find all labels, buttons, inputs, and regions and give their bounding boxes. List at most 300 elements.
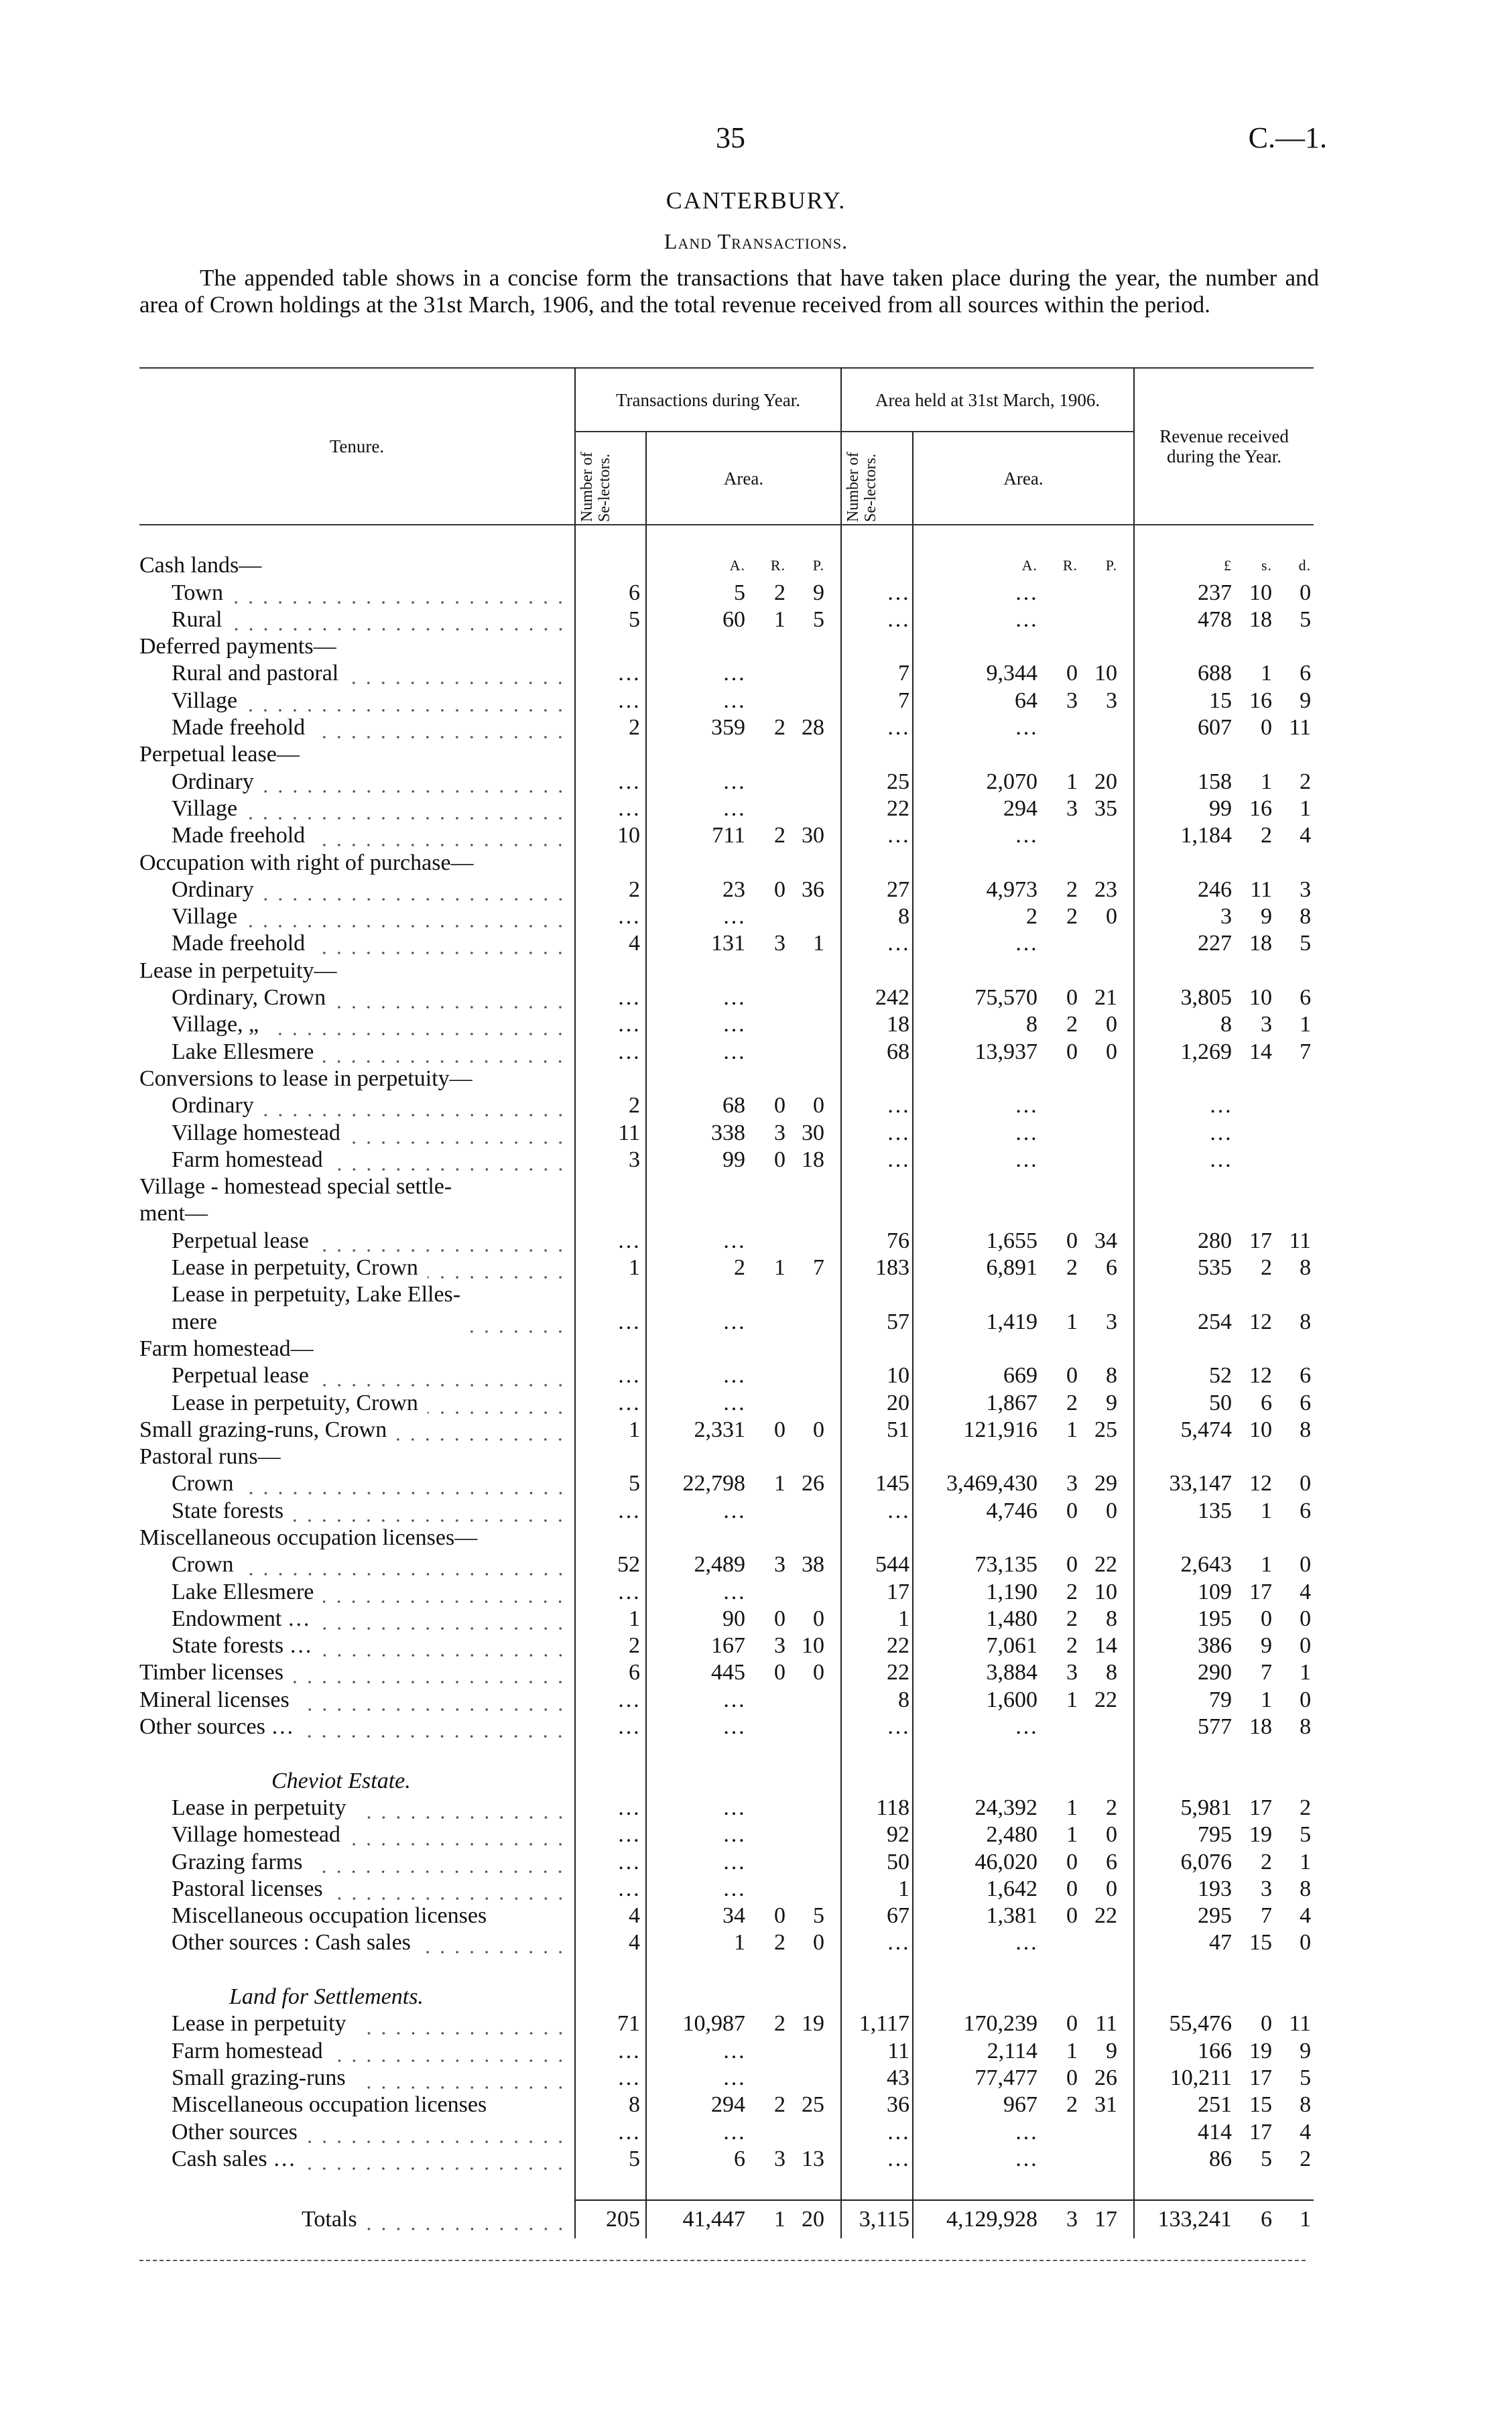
area-roods-held [1040, 2146, 1080, 2173]
area-acres-transactions [646, 741, 748, 768]
selectors-transactions: … [575, 795, 646, 822]
area-acres-transactions: 6 [646, 2146, 748, 2173]
area-roods-transactions: 1 [774, 1471, 785, 1496]
revenue-pounds: 6,076 [1134, 1849, 1235, 1876]
area-acres-transactions: 34 [646, 1903, 748, 1929]
area-perches-transactions [788, 958, 841, 984]
area-acres-held: 1,190 [913, 1579, 1040, 1606]
header-area-held: Area held at 31st March, 1906. [841, 368, 1134, 432]
tenure-cell [139, 1498, 575, 1525]
area-perches-transactions [788, 688, 841, 714]
area-acres-transactions: 167 [646, 1633, 748, 1659]
selectors-held: 11 [841, 2038, 913, 2065]
area-roods-held: 2 [1066, 904, 1078, 930]
document-reference: C.—1. [1248, 121, 1327, 154]
revenue-pence: 6 [1300, 1498, 1312, 1523]
area-roods-transactions [748, 741, 788, 768]
selectors-held: 76 [841, 1228, 913, 1255]
tenure-label: Lease in perpetuity, Crown [172, 1390, 418, 1415]
tenure-cell [139, 1821, 575, 1848]
area-acres-transactions: 1 [646, 1929, 748, 1956]
leader-dots [470, 1309, 568, 1336]
table-row [139, 660, 1314, 687]
revenue-shillings [1235, 1444, 1275, 1470]
selectors-transactions [575, 1444, 646, 1470]
area-roods-transactions [748, 1957, 788, 1984]
selectors-cell [841, 552, 913, 579]
revenue-shillings: 18 [1249, 1714, 1273, 1740]
revenue-pence: 11 [1289, 2011, 1312, 2037]
table-row [139, 1011, 1314, 1038]
table-row [139, 769, 1314, 795]
revenue-shillings: 10 [1249, 985, 1273, 1011]
leader-dots [307, 2119, 568, 2146]
selectors-held: 92 [841, 1821, 913, 1848]
selectors-transactions: … [575, 1281, 646, 1336]
revenue-pence: 1 [1300, 1660, 1312, 1685]
revenue-shillings [1235, 1336, 1275, 1362]
revenue-pence: 9 [1300, 688, 1312, 713]
area-perches-held [1080, 580, 1134, 606]
area-roods-held: 1 [1066, 1822, 1078, 1848]
area-acres-held: 73,135 [913, 1551, 1040, 1578]
tenure-cell [139, 958, 575, 984]
section-label: Cash lands— [139, 553, 262, 578]
revenue-pounds [1134, 2173, 1235, 2200]
revenue-pounds: 33,147 [1134, 1470, 1235, 1497]
area-acres-transactions [646, 1957, 748, 1984]
revenue-shillings: 16 [1249, 688, 1273, 713]
area-perches-transactions [788, 1039, 841, 1066]
selectors-held: 68 [841, 1039, 913, 1066]
tenure-label: Lease in perpetuity, Crown [172, 1255, 418, 1281]
revenue-shillings: 15 [1249, 1930, 1273, 1956]
section-label: Pastoral runs— [139, 1444, 281, 1470]
revenue-pounds: 135 [1134, 1498, 1235, 1525]
tenure-label: Timber licenses [139, 1660, 284, 1685]
leader-dots [247, 903, 568, 930]
selectors-held: 1 [841, 1606, 913, 1633]
area-perches-transactions: 9 [813, 580, 825, 605]
selectors-transactions [575, 1768, 646, 1795]
area-acres-held: … [913, 1714, 1040, 1740]
revenue-pounds: 2,643 [1134, 1551, 1235, 1578]
revenue-pence [1275, 1147, 1314, 1173]
area-perches-held [1080, 1173, 1134, 1228]
revenue-pence: 9 [1300, 2038, 1312, 2063]
area-acres-held [913, 850, 1040, 877]
area-acres-held: 77,477 [913, 2065, 1040, 2092]
area-acres-transactions: 294 [646, 2092, 748, 2118]
revenue-pence: 6 [1300, 661, 1312, 686]
label-cell [139, 1740, 575, 1767]
totals-label-text: Totals [302, 2206, 357, 2232]
revenue-pounds: 1,269 [1134, 1039, 1235, 1066]
area-perches-transactions [788, 2038, 841, 2065]
area-perches-transactions [788, 1498, 841, 1525]
selectors-transactions: 4 [575, 1903, 646, 1929]
selectors-transactions: 1 [575, 1606, 646, 1633]
area-roods-held [1040, 1120, 1080, 1147]
area-acres-transactions [646, 1336, 748, 1362]
revenue-pounds [1134, 633, 1235, 660]
tenure-label: Ordinary [172, 877, 254, 902]
selectors-held: 22 [841, 795, 913, 822]
selectors-held: … [841, 2119, 913, 2146]
tenure-cell [139, 1066, 575, 1092]
area-roods-transactions [748, 1039, 788, 1066]
area-roods-held [1040, 580, 1080, 606]
area-perches-transactions [788, 2065, 841, 2092]
selectors-held: 8 [841, 903, 913, 930]
revenue-pence [1275, 2173, 1314, 2200]
selectors-transactions [575, 1957, 646, 1984]
area-perches-transactions: 20 [788, 2200, 841, 2238]
area-acres-transactions: … [646, 1687, 748, 1714]
area-perches-transactions: 30 [802, 823, 825, 848]
area-acres-transactions: 2 [646, 1255, 748, 1281]
area-acres-held: 2,114 [913, 2038, 1040, 2065]
area-acres-held: 967 [913, 2092, 1040, 2118]
selectors-held: 20 [841, 1390, 913, 1417]
leader-dots [263, 1092, 568, 1119]
area-roods-transactions: 0 [774, 1093, 785, 1118]
tenure-cell [139, 2010, 575, 2037]
table-row [139, 2146, 1314, 2173]
selectors-transactions: 4 [575, 1929, 646, 1956]
area-perches-held [1080, 1768, 1134, 1795]
section-label: Conversions to lease in perpetuity— [139, 1066, 472, 1091]
area-roods-held: 0 [1066, 1363, 1078, 1389]
revenue-pence: 0 [1300, 1930, 1312, 1956]
revenue-shillings: 17 [1249, 1579, 1273, 1604]
area-perches-held: 35 [1094, 795, 1118, 821]
header-transactions: Transactions during Year. [575, 368, 841, 432]
area-perches-transactions [788, 1795, 841, 1821]
tenure-cell [139, 1336, 575, 1362]
revenue-shillings: 12 [1249, 1309, 1273, 1334]
area-perches-transactions [788, 1957, 841, 1984]
area-roods-transactions [748, 688, 788, 714]
area-roods-held [1040, 1740, 1080, 1767]
area-perches-transactions: 0 [813, 1093, 825, 1118]
area-perches-transactions [788, 1579, 841, 1606]
area-roods-transactions: 0 [774, 1147, 785, 1172]
revenue-pounds: 133,241 [1134, 2200, 1235, 2238]
area-roods-held [1040, 822, 1080, 849]
leader-dots [293, 1498, 568, 1525]
selectors-transactions: … [575, 1011, 646, 1038]
area-perches-transactions: 19 [802, 2011, 825, 2037]
area-acres-transactions: … [646, 1390, 748, 1417]
revenue-shillings: 9 [1261, 904, 1273, 930]
area-acres-transactions: … [646, 2038, 748, 2065]
area-acres-transactions: 22,798 [646, 1470, 748, 1497]
revenue-pounds [1134, 1768, 1235, 1795]
tenure-label: Village [172, 688, 238, 713]
area-acres-transactions [646, 1066, 748, 1092]
leader-dots [396, 1417, 568, 1444]
selectors-transactions: … [575, 1714, 646, 1740]
area-roods-transactions [748, 1362, 788, 1389]
area-roods-transactions: 3 [774, 1633, 785, 1659]
area-perches-held: 21 [1094, 985, 1118, 1011]
area-perches-held: 6 [1106, 1849, 1118, 1874]
table-row [139, 1551, 1314, 1578]
area-acres-transactions: … [646, 1849, 748, 1876]
area-perches-transactions [788, 850, 841, 877]
leader-dots [263, 769, 568, 795]
header-area-held-sub: Area. [913, 432, 1134, 525]
selectors-held: 145 [841, 1470, 913, 1497]
tenure-cell [139, 769, 575, 795]
selectors-held [841, 1768, 913, 1795]
selectors-transactions: … [575, 660, 646, 687]
revenue-shillings: 2 [1261, 1849, 1273, 1874]
revenue-shillings: 17 [1249, 2119, 1273, 2145]
area-acres-held [913, 1768, 1040, 1795]
section-row [139, 850, 1314, 877]
area-perches-transactions: 0 [813, 1417, 825, 1442]
area-perches-transactions [788, 1228, 841, 1255]
selectors-transactions: … [575, 2119, 646, 2146]
area-roods-transactions [748, 1525, 788, 1551]
revenue-pounds: 227 [1134, 930, 1235, 957]
area-acres-transactions [646, 958, 748, 984]
table-row [139, 580, 1314, 606]
table-row [139, 1228, 1314, 1255]
area-acres-transactions: … [646, 795, 748, 822]
area-acres-transactions: … [646, 2119, 748, 2146]
table-row [139, 1876, 1314, 1903]
revenue-pence [1275, 633, 1314, 660]
revenue-shillings: 1 [1261, 1552, 1273, 1578]
area-roods-held: 0 [1066, 985, 1078, 1011]
selectors-transactions: 52 [575, 1551, 646, 1578]
revenue-pounds: 166 [1134, 2038, 1235, 2065]
selectors-transactions [575, 633, 646, 660]
table-row [139, 877, 1314, 903]
area-roods-held: 1 [1066, 769, 1078, 794]
area-perches-transactions: 30 [802, 1120, 825, 1145]
area-acres-held [913, 1336, 1040, 1362]
area-acres-held [913, 958, 1040, 984]
area-acres-held: 1,600 [913, 1687, 1040, 1714]
revenue-pence: 6 [1300, 1363, 1312, 1389]
tenure-label: Lease in perpetuity [172, 2011, 346, 2037]
area-acres-transactions: … [646, 688, 748, 714]
table-row [139, 688, 1314, 714]
selectors-held: … [841, 930, 913, 957]
tenure-cell [139, 1795, 575, 1821]
area-roods-transactions [748, 1390, 788, 1417]
subheading-label: Land for Settlements. [229, 1984, 424, 2010]
tenure-cell [139, 822, 575, 849]
tenure-label: State forests … [172, 1633, 312, 1659]
area-acres-held: 3,884 [913, 1659, 1040, 1686]
revenue-pence: 0 [1300, 1471, 1312, 1496]
revenue-pence: 0 [1300, 580, 1312, 605]
table-row [139, 714, 1314, 741]
selectors-held: 22 [841, 1633, 913, 1659]
revenue-pence [1275, 1444, 1314, 1470]
tenure-label: Mineral licenses [139, 1687, 290, 1712]
tenure-cell [139, 1687, 575, 1714]
revenue-pounds: 295 [1134, 1903, 1235, 1929]
table-row [139, 606, 1314, 633]
area-acres-held: 13,937 [913, 1039, 1040, 1066]
area-acres-held: … [913, 822, 1040, 849]
selectors-held: … [841, 822, 913, 849]
area-perches-held [1080, 1147, 1134, 1173]
area-perches-held [1080, 1740, 1134, 1767]
table-row [139, 1281, 1314, 1336]
area-roods-transactions [748, 1228, 788, 1255]
leader-dots [355, 2065, 568, 2092]
selectors-held: … [841, 1714, 913, 1740]
area-roods-held [1040, 1444, 1080, 1470]
area-perches-transactions [788, 1849, 841, 1876]
selectors-transactions: 11 [575, 1120, 646, 1147]
area-perches-held [1080, 930, 1134, 957]
area-roods-transactions [748, 660, 788, 687]
tenure-cell [139, 877, 575, 903]
table-row [139, 1390, 1314, 1417]
section-label: Lease in perpetuity— [139, 958, 337, 983]
area-roods-held: 2 [1066, 1606, 1078, 1631]
table-row [139, 1606, 1314, 1633]
revenue-shillings: 7 [1261, 1660, 1273, 1685]
table-row [139, 1039, 1314, 1066]
section-row [139, 1336, 1314, 1362]
revenue-pounds: 688 [1134, 660, 1235, 687]
area-roods-held [1040, 1066, 1080, 1092]
tenure-cell [139, 1281, 575, 1336]
selectors-held: … [841, 580, 913, 606]
table-row [139, 1498, 1314, 1525]
area-roods-held [1040, 714, 1080, 741]
selectors-held: 27 [841, 877, 913, 903]
selectors-held: 1,117 [841, 2010, 913, 2037]
revenue-shillings: 17 [1249, 1228, 1273, 1253]
leader-dots [320, 1606, 568, 1633]
area-perches-held: 14 [1094, 1633, 1118, 1659]
leader-dots [303, 1714, 568, 1740]
tenure-label: Made freehold [172, 823, 306, 848]
totals-row [139, 2200, 1314, 2238]
section-label: Deferred payments— [139, 634, 336, 659]
revenue-shillings: 9 [1261, 1633, 1273, 1659]
table-row [139, 1092, 1314, 1119]
revenue-pounds: 290 [1134, 1659, 1235, 1686]
area-acres-transactions [646, 1444, 748, 1470]
revenue-shillings: 10 [1249, 580, 1273, 605]
section-row [139, 1444, 1314, 1470]
leader-dots [350, 1821, 568, 1848]
tenure-cell [139, 1929, 575, 1956]
area-acres-held: … [913, 1147, 1040, 1173]
leader-dots [299, 1687, 568, 1714]
area-acres-held [913, 1444, 1040, 1470]
area-acres-transactions: 711 [646, 822, 748, 849]
area-acres-held: 6,891 [913, 1255, 1040, 1281]
tenure-label: Ordinary [172, 769, 254, 794]
area-acres-transactions: 60 [646, 606, 748, 633]
revenue-pence: 7 [1300, 1039, 1312, 1064]
area-acres-held: 4,129,928 [913, 2200, 1040, 2238]
area-roods-held [1040, 2119, 1080, 2146]
area-perches-held: 26 [1094, 2065, 1118, 2090]
leader-dots [293, 1659, 568, 1686]
area-roods-held: 2 [1066, 1012, 1078, 1037]
area-acres-transactions: 131 [646, 930, 748, 957]
revenue-pence [1275, 850, 1314, 877]
tenure-cell [139, 1714, 575, 1740]
tenure-label: Made freehold [172, 715, 306, 741]
selectors-held: 25 [841, 769, 913, 795]
revenue-pounds [1134, 1740, 1235, 1767]
revenue-pounds [1134, 1525, 1235, 1551]
selectors-transactions: … [575, 1390, 646, 1417]
area-perches-transactions: 38 [802, 1552, 825, 1578]
area-acres-held: 1,419 [913, 1281, 1040, 1336]
revenue-pence: 6 [1300, 985, 1312, 1011]
revenue-shillings: 0 [1261, 1606, 1273, 1631]
leader-dots [356, 1795, 568, 1821]
area-acres-transactions: … [646, 1876, 748, 1903]
area-acres-held [913, 1066, 1040, 1092]
leader-dots [367, 2206, 568, 2233]
area-perches-held: 0 [1106, 1012, 1118, 1037]
revenue-shillings: 6 [1235, 2200, 1275, 2238]
revenue-shillings: 18 [1249, 931, 1273, 956]
selectors-held [841, 1336, 913, 1362]
selectors-transactions [575, 958, 646, 984]
revenue-shillings [1235, 958, 1275, 984]
area-roods-held [1040, 1714, 1080, 1740]
unit-roods: R. [1062, 557, 1078, 574]
revenue-pence: 4 [1300, 1903, 1312, 1929]
area-roods-transactions [748, 769, 788, 795]
table-row [139, 930, 1314, 957]
area-acres-transactions: … [646, 1039, 748, 1066]
area-roods-transactions [748, 1740, 788, 1767]
area-roods-held: 1 [1066, 1309, 1078, 1334]
area-roods-transactions: 2 [774, 715, 785, 741]
revenue-shillings: 1 [1261, 1687, 1273, 1712]
area-roods-held [1040, 1984, 1080, 2010]
area-acres-transactions: … [646, 1714, 748, 1740]
tenure-label: Lease in perpetuity [172, 1795, 346, 1820]
selectors-held: … [841, 1147, 913, 1173]
area-roods-held [1040, 2173, 1080, 2200]
area-roods-held [1040, 1336, 1080, 1362]
area-acres-held: 9,344 [913, 660, 1040, 687]
header-revenue: Revenue received during the Year. [1134, 368, 1314, 525]
area-perches-held: 31 [1094, 2092, 1118, 2118]
area-acres-transactions: … [646, 903, 748, 930]
revenue-shillings: 17 [1249, 2065, 1273, 2090]
tenure-cell [139, 660, 575, 687]
tenure-label: Village [172, 795, 238, 821]
tenure-cell [139, 1390, 575, 1417]
table-row [139, 2119, 1314, 2146]
selectors-transactions [575, 741, 646, 768]
selectors-held: 7 [841, 660, 913, 687]
revenue-pounds: 79 [1134, 1687, 1235, 1714]
revenue-pence: 8 [1300, 1255, 1312, 1281]
revenue-shillings [1235, 1173, 1275, 1228]
